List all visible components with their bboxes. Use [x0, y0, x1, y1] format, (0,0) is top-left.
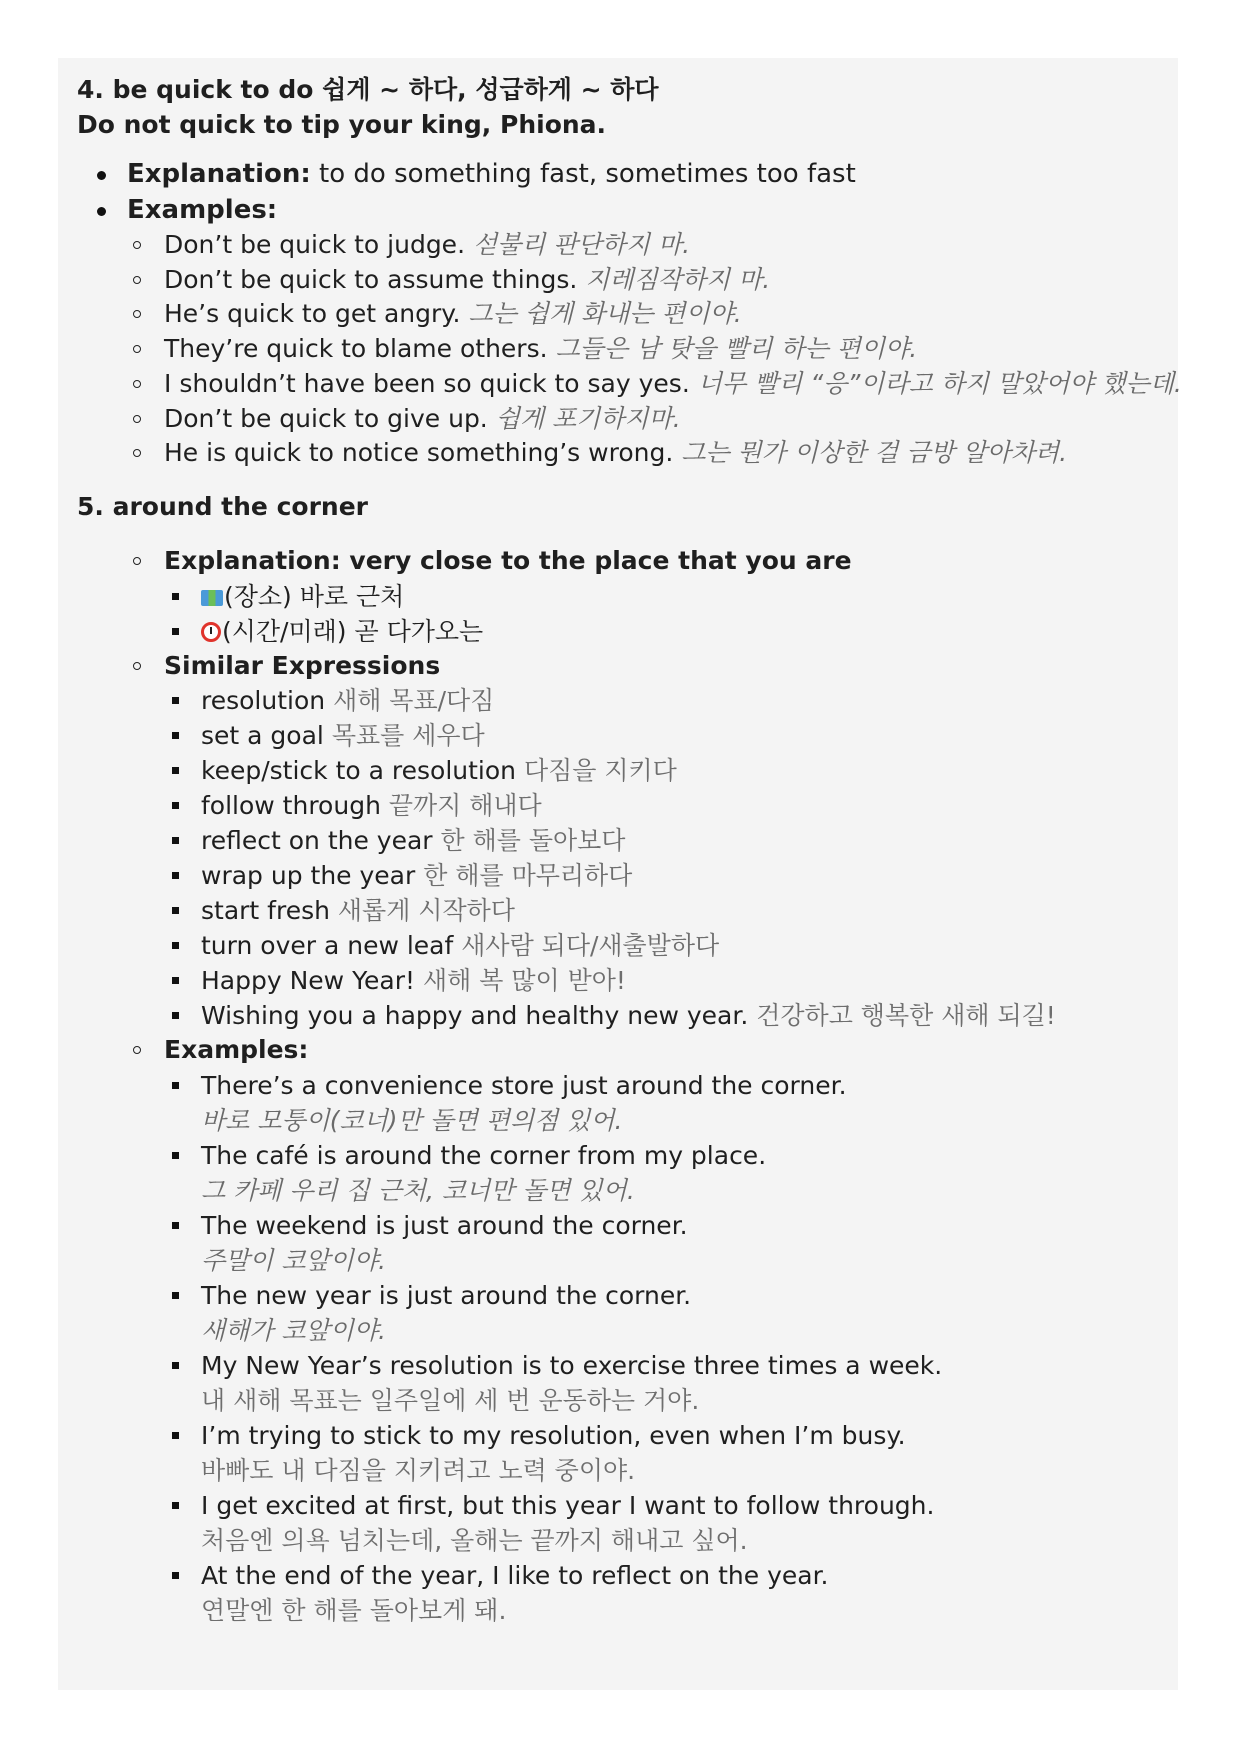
example-ko: 그는 뭔가 이상한 걸 금방 알아차려. — [681, 438, 1068, 468]
example-en: Don’t be quick to judge. — [164, 230, 473, 259]
example-en: Don’t be quick to give up. — [164, 403, 496, 433]
section-5-title: 5. around the corner — [77, 491, 368, 521]
example-ko: 내 새해 목표는 일주일에 세 번 운동하는 거야. — [201, 1386, 700, 1416]
meaning-text: (시간/미래) 곧 다가오는 — [222, 616, 484, 646]
example-item — [77, 1418, 1167, 1488]
example-ko: 새해가 코앞이야. — [201, 1316, 386, 1346]
example-item — [77, 1558, 1167, 1628]
expression-ko: 한 해를 돌아보다 — [440, 826, 626, 856]
expression-ko: 새사람 되다/새출발하다 — [461, 931, 720, 961]
example-item — [77, 297, 1167, 332]
example-ko: 그는 쉽게 화내는 편이야. — [468, 299, 742, 329]
example-item — [77, 1068, 1167, 1138]
example-ko: 섣불리 판단하지 마. — [472, 230, 691, 259]
example-item — [77, 1488, 1167, 1558]
expression-en: resolution — [201, 686, 334, 716]
example-ko: 연말엔 한 해를 돌아보게 돼. — [201, 1596, 507, 1626]
expression-ko: 끝까지 해내다 — [388, 791, 542, 821]
example-item — [77, 1208, 1167, 1278]
expression-ko: 한 해를 마무리하다 — [423, 861, 633, 891]
example-en: Don’t be quick to assume things. — [164, 264, 586, 294]
expression-ko: 목표를 세우다 — [331, 721, 485, 751]
similar-expression — [77, 928, 1167, 963]
expression-en: follow through — [201, 791, 389, 821]
explanation-label: Explanation: — [127, 159, 311, 189]
alarm-clock-icon — [201, 622, 221, 642]
example-en: He is quick to notice something’s wrong. — [164, 438, 682, 468]
example-en: I’m trying to stick to my resolution, even when I’m busy. — [201, 1421, 906, 1451]
examples-heading-list — [77, 1033, 1167, 1068]
similar-expression — [77, 788, 1167, 823]
expression-en: reflect on the year — [201, 826, 441, 856]
example-ko: 바빠도 내 다짐을 지키려고 노력 중이야. — [201, 1456, 636, 1486]
meaning-item — [77, 579, 1167, 614]
examples-item — [77, 192, 1167, 228]
section-4-title: 4. be quick to do 쉽게 ~ 하다, 성급하게 ~ 하다 — [77, 75, 659, 104]
explanation-item — [77, 156, 1167, 192]
section-4-examples — [77, 228, 1182, 471]
similar-expression — [77, 893, 1167, 928]
expression-en: Wishing you a happy and healthy new year. — [201, 1001, 757, 1031]
explanation-label: Explanation: very close to the place that you are — [164, 545, 852, 575]
similar-heading-list — [77, 649, 1167, 684]
expression-ko: 다짐을 지키다 — [523, 756, 677, 786]
expression-ko: 새해 목표/다짐 — [333, 686, 495, 716]
expression-ko: 새해 복 많이 받아! — [422, 966, 626, 996]
expression-en: wrap up the year — [201, 861, 424, 891]
example-en: They’re quick to blame others. — [164, 334, 556, 364]
example-ko: 쉽게 포기하지마. — [495, 403, 681, 433]
expression-en: set a goal — [201, 721, 332, 751]
similar-expression — [77, 753, 1167, 788]
similar-expression — [77, 963, 1167, 998]
expression-en: start fresh — [201, 896, 338, 926]
meaning-text: (장소) 바로 근처 — [224, 581, 405, 611]
example-en: I shouldn’t have been so quick to say yes. — [164, 368, 698, 398]
example-item — [77, 1278, 1167, 1348]
example-ko: 주말이 코앞이야. — [201, 1246, 386, 1276]
examples-label: Examples: — [164, 1035, 309, 1065]
example-item — [77, 1348, 1167, 1418]
example-en: There’s a convenience store just around the corner. — [201, 1071, 847, 1101]
section-4-sentence: Do not quick to tip your king, Phiona. — [77, 110, 607, 139]
section-5-list — [77, 544, 1167, 579]
meanings-list — [77, 579, 1167, 649]
expression-en: turn over a new leaf — [201, 931, 462, 961]
meaning-item — [77, 614, 1167, 649]
expression-ko: 건강하고 행복한 새해 되길! — [756, 1001, 1056, 1031]
expression-ko: 새롭게 시작하다 — [337, 896, 515, 926]
examples-label: Examples: — [127, 195, 278, 225]
example-ko: 그 카페 우리 집 근처, 코너만 돌면 있어. — [201, 1176, 635, 1206]
example-en: The new year is just around the corner. — [201, 1281, 692, 1311]
example-en: He’s quick to get angry. — [164, 299, 469, 329]
expression-en: Happy New Year! — [201, 966, 423, 996]
example-ko: 처음엔 의욕 넘치는데, 올해는 끝까지 해내고 싶어. — [201, 1526, 748, 1556]
example-item — [77, 228, 1167, 263]
example-en: The weekend is just around the corner. — [201, 1211, 688, 1241]
document-page — [58, 58, 1182, 1690]
document-content — [77, 72, 1182, 1628]
similar-expression — [77, 858, 1167, 893]
example-ko: 지레짐작하지 마. — [585, 264, 771, 294]
map-icon — [201, 590, 223, 606]
expression-en: keep/stick to a resolution — [201, 756, 524, 786]
example-ko: 너무 빨리 “응”이라고 하지 말았어야 했는데. — [697, 368, 1182, 398]
example-item — [77, 436, 1167, 471]
example-item — [77, 332, 1167, 367]
similar-expression — [77, 998, 1167, 1033]
section-4-list — [77, 156, 1167, 228]
similar-label: Similar Expressions — [164, 650, 441, 680]
examples-item — [77, 1033, 1167, 1068]
similar-expression — [77, 823, 1167, 858]
section-5-examples — [77, 1068, 1167, 1628]
example-ko: 그들은 남 탓을 빨리 하는 편이야. — [555, 334, 918, 364]
similar-expression — [77, 683, 1167, 718]
example-item — [77, 263, 1167, 298]
example-en: My New Year’s resolution is to exercise three times a week. — [201, 1351, 943, 1381]
example-item — [77, 402, 1167, 437]
explanation-item — [77, 544, 1167, 579]
example-en: At the end of the year, I like to reflect on the year. — [201, 1561, 829, 1591]
example-item — [77, 367, 1182, 402]
example-en: I get excited at first, but this year I want to follow through. — [201, 1491, 935, 1521]
similar-item — [77, 649, 1167, 684]
explanation-text: to do something fast, sometimes too fast — [310, 159, 856, 189]
example-ko: 바로 모퉁이(코너)만 돌면 편의점 있어. — [201, 1106, 623, 1136]
similar-list — [77, 683, 1167, 1033]
similar-expression — [77, 718, 1167, 753]
example-item — [77, 1138, 1167, 1208]
example-en: The café is around the corner from my place. — [201, 1141, 767, 1171]
